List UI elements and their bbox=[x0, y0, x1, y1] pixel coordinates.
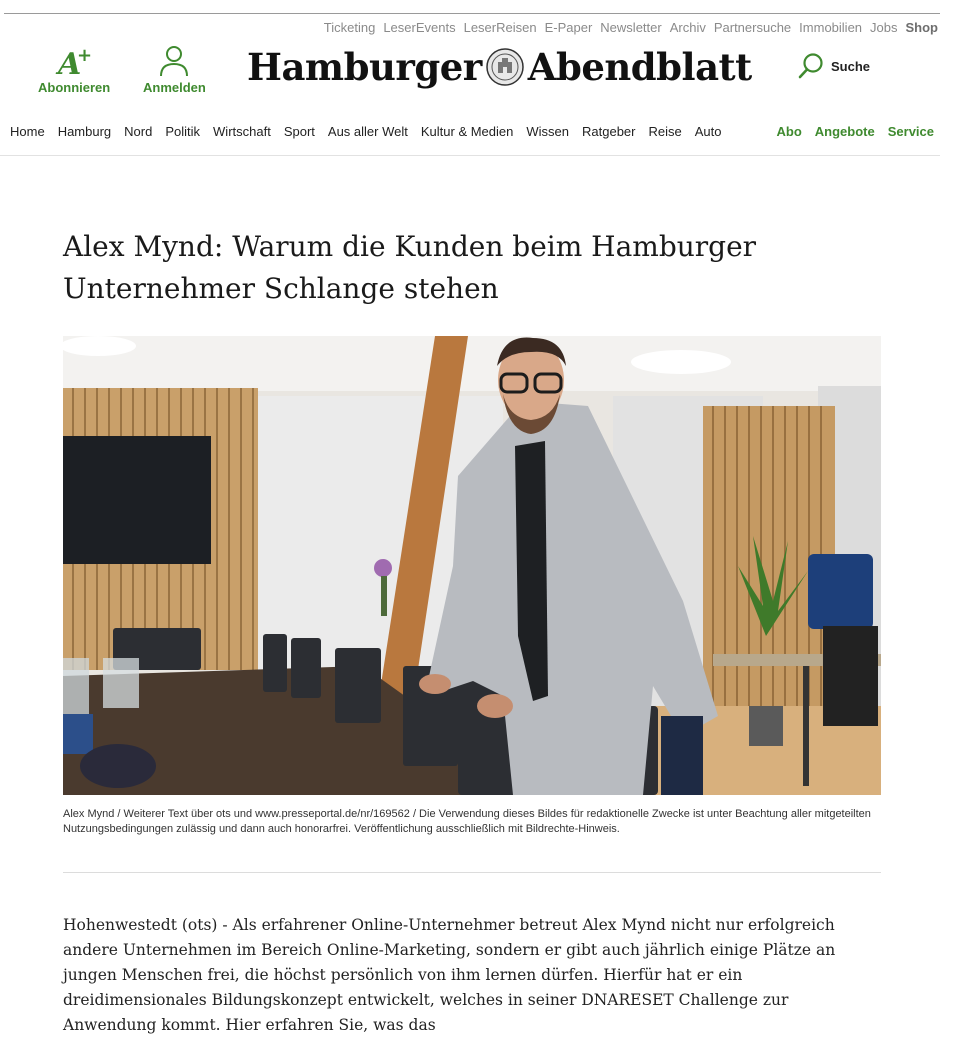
nav-nord[interactable]: Nord bbox=[124, 124, 153, 139]
caption-divider bbox=[63, 872, 881, 873]
subscribe-label: Abonnieren bbox=[38, 80, 111, 95]
nav-auto[interactable]: Auto bbox=[694, 124, 722, 139]
nav-aus-aller-welt[interactable]: Aus aller Welt bbox=[327, 124, 408, 139]
wall-tv bbox=[63, 436, 211, 564]
utility-link-immobilien[interactable]: Immobilien bbox=[799, 20, 863, 35]
article-body: Hohenwestedt (ots) - Als erfahrener Online-Unternehmer betreut Alex Mynd nicht nur erfolgreich andere Unternehmen im Bereich Online-Marketing, sondern er gibt auch jährlich einige Plätze an jungen Menschen frei, die höchst persönlich von ihm lernen dürfen. Hierfür hat er ein dreidimensionales Bildungskonzept entwickelt, welches in seiner DNARESET Challenge zur Anwendung kommt. Hier erfahren Sie, was das bbox=[63, 916, 836, 1034]
utility-link-partnersuche[interactable]: Partnersuche bbox=[713, 20, 792, 35]
nav-angebote[interactable]: Angebote bbox=[814, 124, 875, 139]
utility-link-ticketing[interactable]: Ticketing bbox=[323, 20, 376, 35]
logo-text-right: Abendblatt bbox=[527, 45, 752, 89]
article-title: Alex Mynd: Warum die Kunden beim Hamburger Unternehmer Schlange stehen bbox=[63, 230, 757, 305]
main-nav bbox=[10, 124, 934, 139]
image-caption: Alex Mynd / Weiterer Text über ots und www.presseportal.de/nr/169562 / Die Verwendung dieses Bildes für redaktionelle Zwecke ist unter Beachtung aller mitgeteilten Nutzungsbedingungen zulässig und dann auch honorarfrei. Veröffentlichung ausschließlich mit Bildrechte-Hinweis. bbox=[63, 808, 871, 835]
utility-link-leserevents[interactable]: LeserEvents bbox=[383, 20, 456, 35]
nav-politik[interactable]: Politik bbox=[165, 124, 201, 139]
site-logo[interactable] bbox=[247, 45, 752, 89]
nav-wissen[interactable]: Wissen bbox=[526, 124, 569, 139]
svg-text:+: + bbox=[77, 45, 93, 66]
nav-abo[interactable]: Abo bbox=[776, 124, 802, 139]
article-image[interactable] bbox=[63, 336, 881, 795]
utility-link-shop[interactable]: Shop bbox=[905, 20, 938, 35]
nav-ratgeber[interactable]: Ratgeber bbox=[582, 124, 636, 139]
utility-link-newsletter[interactable]: Newsletter bbox=[600, 20, 662, 35]
main-nav-right bbox=[777, 124, 935, 139]
search-label: Suche bbox=[831, 58, 871, 74]
utility-link-archiv[interactable]: Archiv bbox=[669, 20, 706, 35]
nav-home[interactable]: Home bbox=[10, 124, 45, 139]
main-nav-left bbox=[10, 124, 721, 139]
article-photo bbox=[63, 336, 881, 795]
search-button[interactable] bbox=[797, 52, 870, 80]
nav-sport[interactable]: Sport bbox=[283, 124, 315, 139]
subscribe-button[interactable] bbox=[38, 44, 110, 95]
utility-nav bbox=[324, 20, 938, 35]
a-plus-icon bbox=[54, 44, 94, 78]
nav-wirtschaft[interactable]: Wirtschaft bbox=[213, 124, 271, 139]
utility-link-jobs[interactable]: Jobs bbox=[870, 20, 898, 35]
login-label: Anmelden bbox=[143, 80, 206, 95]
user-icon bbox=[157, 44, 191, 78]
nav-divider bbox=[0, 155, 940, 156]
svg-text:A: A bbox=[58, 47, 82, 78]
nav-kultur-medien[interactable]: Kultur & Medien bbox=[420, 124, 514, 139]
login-button[interactable] bbox=[143, 44, 206, 95]
utility-link-epaper[interactable]: E-Paper bbox=[544, 20, 593, 35]
seal-icon bbox=[485, 47, 525, 87]
search-icon bbox=[797, 52, 825, 80]
nav-hamburg[interactable]: Hamburg bbox=[57, 124, 112, 139]
utility-link-leserreisen[interactable]: LeserReisen bbox=[463, 20, 537, 35]
nav-reise[interactable]: Reise bbox=[648, 124, 682, 139]
logo-text-left: Hamburger bbox=[247, 45, 482, 89]
nav-service[interactable]: Service bbox=[887, 124, 934, 139]
top-rule bbox=[4, 13, 940, 14]
